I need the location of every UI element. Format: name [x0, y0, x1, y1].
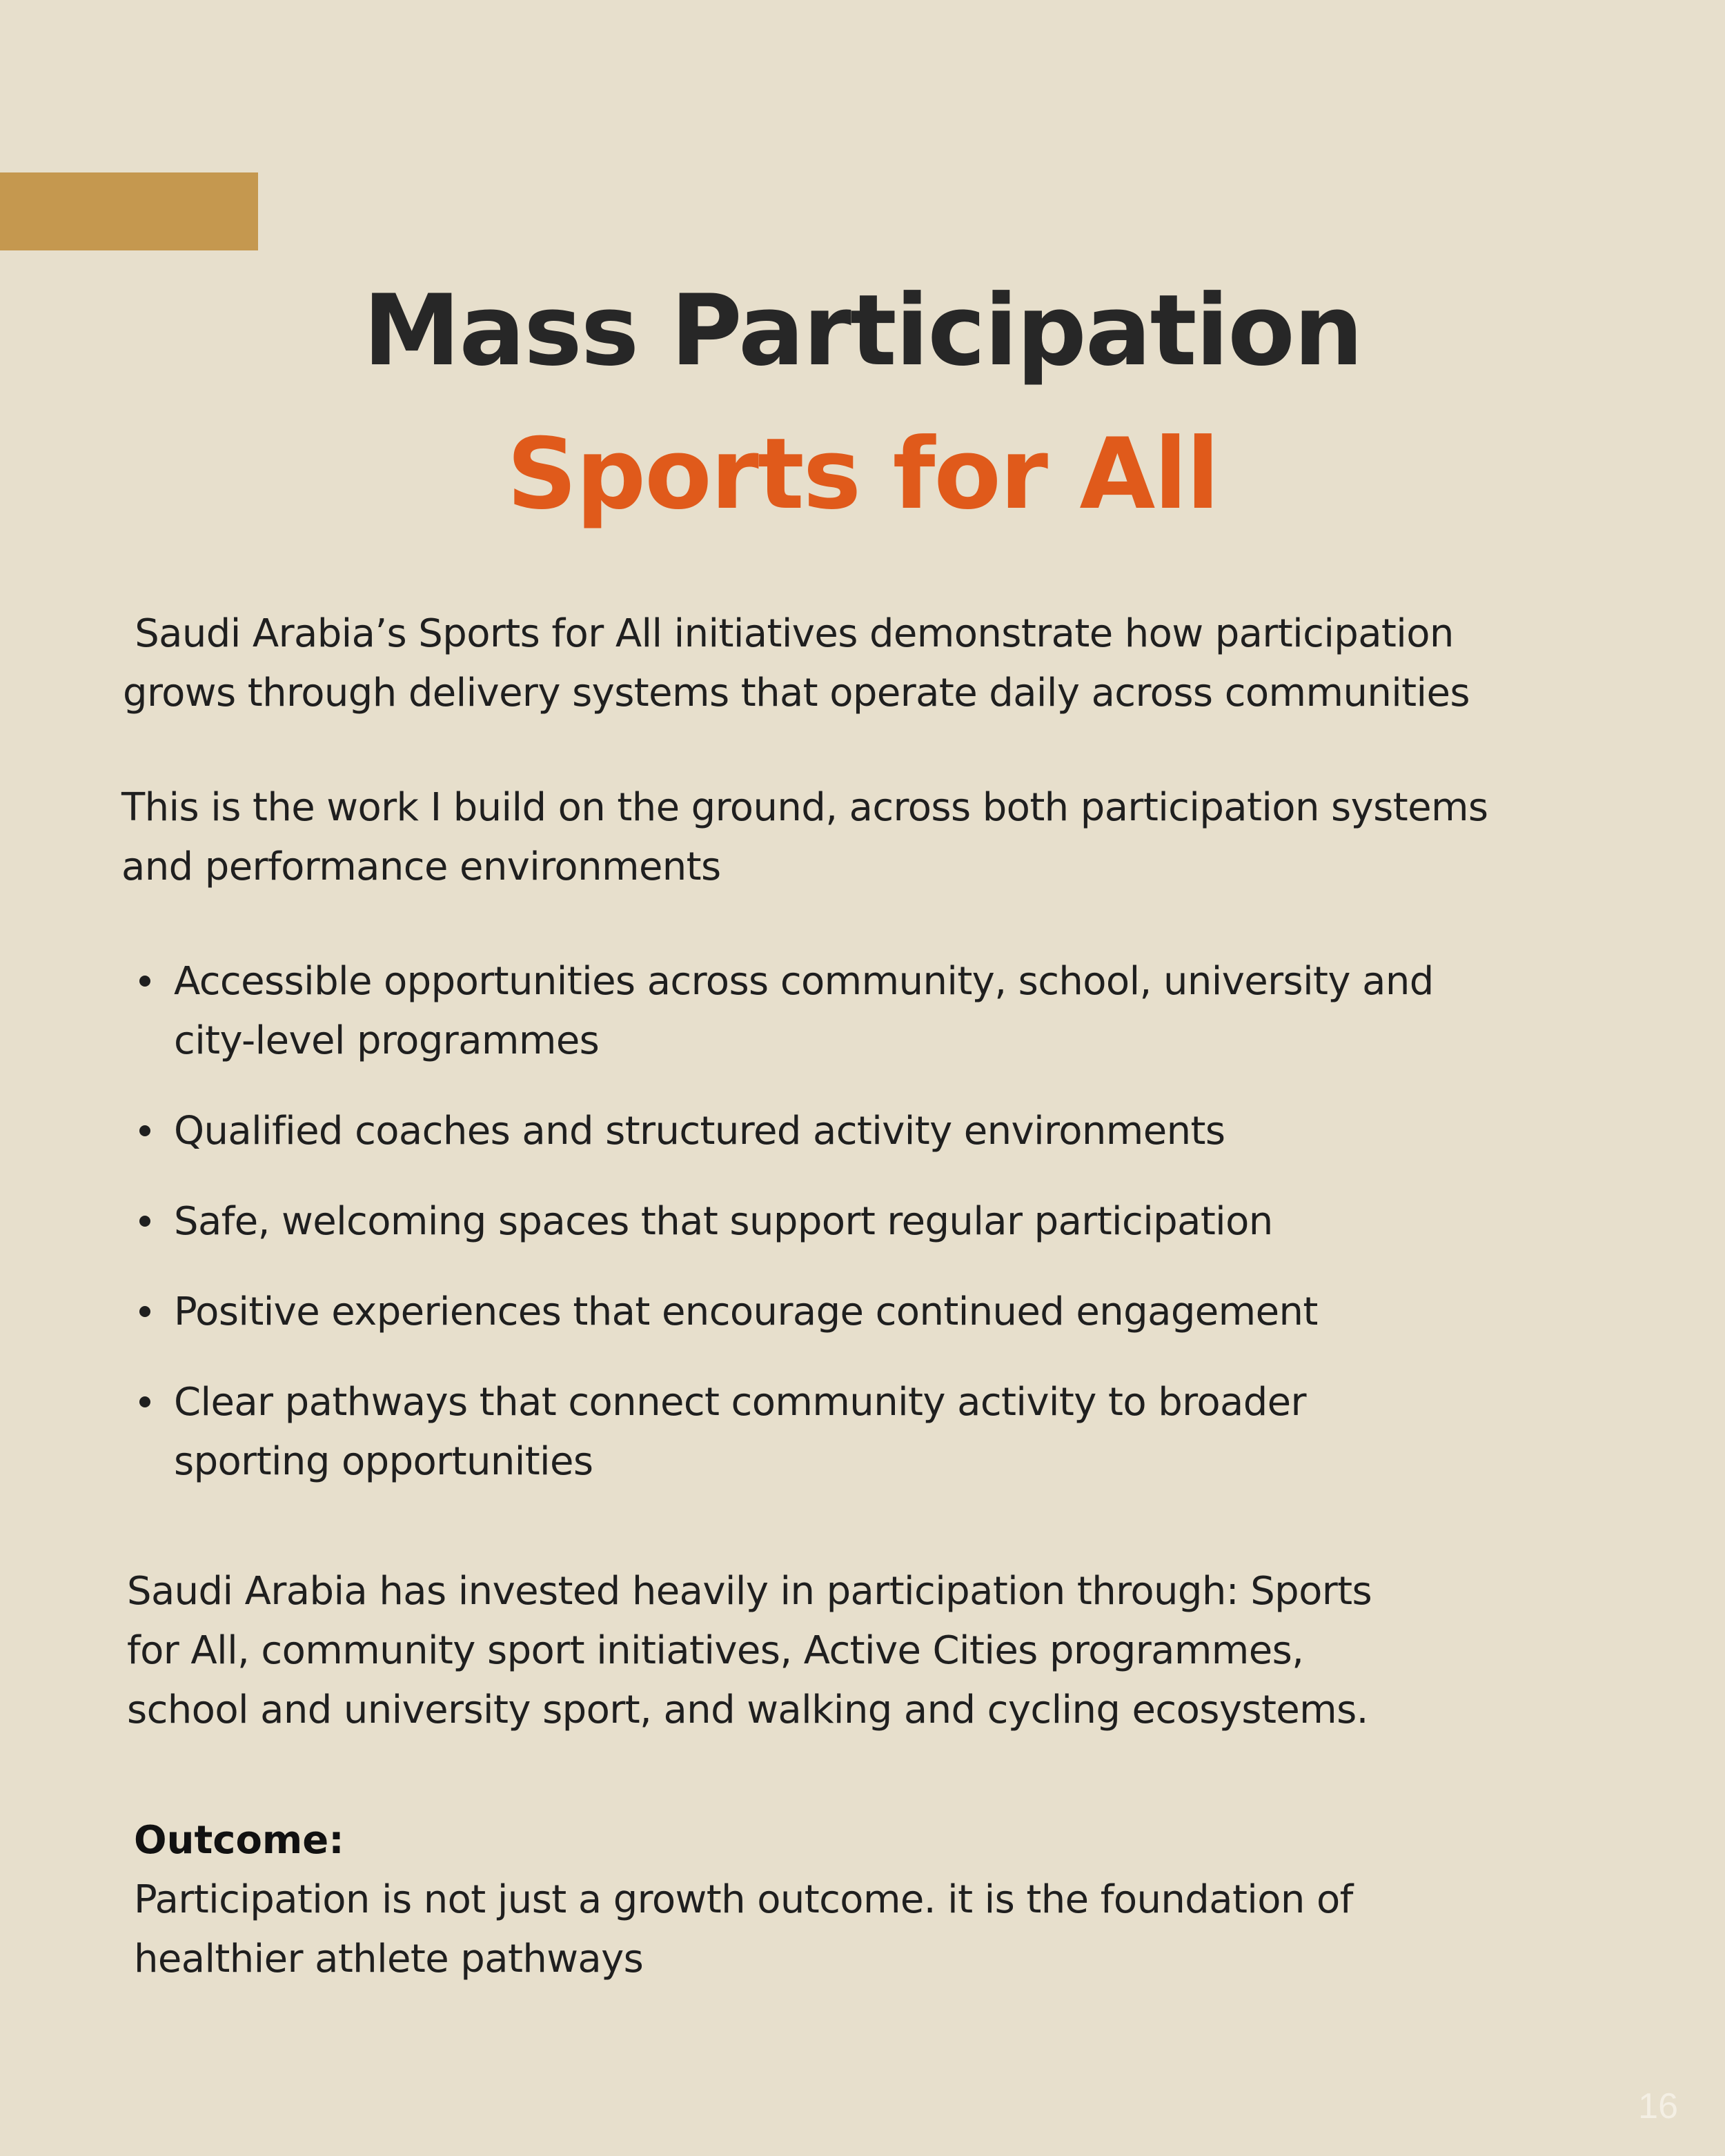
- text-line: and performance environments: [121, 844, 721, 889]
- text-line: healthier athlete pathways: [134, 1937, 644, 1981]
- intro-paragraph-2: [121, 778, 1488, 897]
- list-item: [131, 952, 1434, 1071]
- outcome-label: Outcome:: [134, 1818, 344, 1863]
- list-item: [131, 1192, 1434, 1252]
- text-line: Participation is not just a growth outcome. it is the foundation of: [134, 1877, 1353, 1922]
- text-line: Clear pathways that connect community activity to broader: [174, 1380, 1306, 1425]
- text-line: Saudi Arabia has invested heavily in participation through: Sports: [127, 1569, 1372, 1614]
- bullet-icon: [139, 1396, 150, 1407]
- page-number: 16: [1638, 2086, 1678, 2126]
- text-line: Safe, welcoming spaces that support regular participation: [174, 1199, 1273, 1244]
- intro-paragraph-1: [123, 604, 1470, 723]
- bullet-icon: [139, 1216, 150, 1227]
- list-item: [131, 1102, 1434, 1161]
- text-line: Qualified coaches and structured activity environments: [174, 1109, 1225, 1154]
- closing-paragraph: [127, 1562, 1372, 1740]
- text-line: Positive experiences that encourage continued engagement: [174, 1289, 1318, 1334]
- list-item: [131, 1373, 1434, 1492]
- bullet-list: [131, 952, 1434, 1523]
- text-line: This is the work I build on the ground, across both participation systems: [121, 785, 1488, 830]
- text-line: city-level programmes: [174, 1018, 600, 1063]
- list-item: [131, 1283, 1434, 1342]
- accent-bar: [0, 172, 258, 250]
- bullet-icon: [139, 976, 150, 987]
- text-line: Saudi Arabia’s Sports for All initiatives demonstrate how participation: [123, 611, 1454, 656]
- page-title: Mass Participation: [363, 274, 1362, 388]
- text-line: Accessible opportunities across community, school, university and: [174, 959, 1434, 1004]
- outcome-paragraph: [134, 1870, 1353, 1989]
- text-line: grows through delivery systems that operate daily across communities: [123, 671, 1470, 715]
- bullet-icon: [139, 1306, 150, 1317]
- page-subtitle: Sports for All: [506, 417, 1219, 531]
- bullet-icon: [139, 1125, 150, 1136]
- text-line: for All, community sport initiatives, Active Cities programmes,: [127, 1628, 1304, 1673]
- text-line: school and university sport, and walking and cycling ecosystems.: [127, 1688, 1368, 1732]
- title-block: [0, 262, 1725, 544]
- text-line: sporting opportunities: [174, 1439, 593, 1484]
